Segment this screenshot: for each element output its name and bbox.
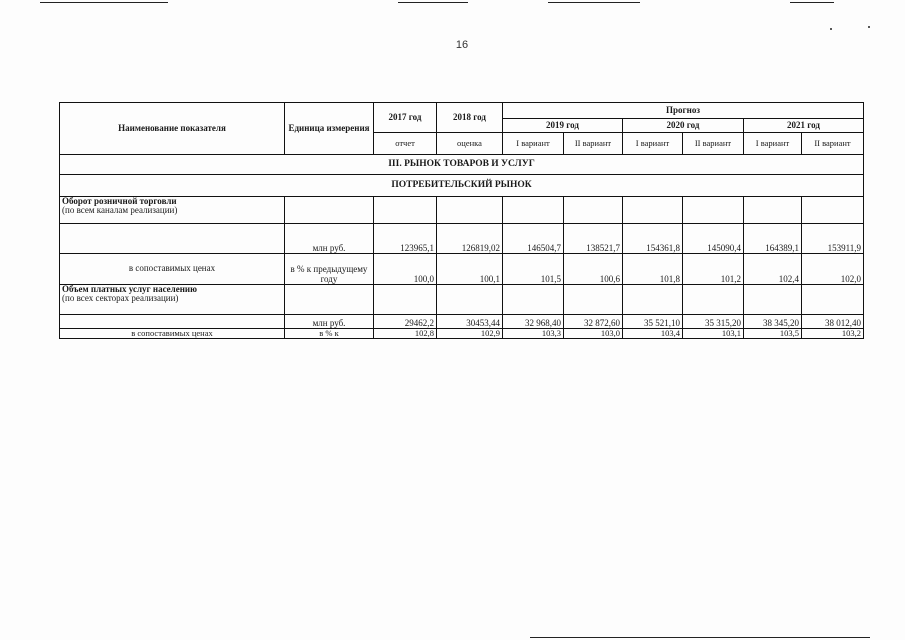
- value-cell: 102,8: [374, 329, 437, 339]
- page-number: 16: [455, 39, 469, 51]
- value-cell: 103,5: [744, 329, 802, 339]
- header-status-2018: оценка: [437, 133, 503, 155]
- indicator-name: Объем платных услуг населению: [62, 284, 197, 294]
- header-year-2018: 2018 год: [437, 103, 503, 133]
- indicator-name: Оборот розничной торговли: [62, 196, 177, 206]
- value-cell: 153911,9: [802, 224, 864, 254]
- value-cell: 126819,02: [437, 224, 503, 254]
- table-row: [60, 197, 864, 224]
- value-cell: 103,1: [683, 329, 744, 339]
- value-cell: 100,6: [564, 254, 623, 285]
- value-cell: 38 012,40: [802, 315, 864, 329]
- table-row: [60, 285, 864, 315]
- value-cell: 103,4: [623, 329, 683, 339]
- header-year-2019: 2019 год: [503, 119, 623, 133]
- scan-artifact-line: [548, 2, 640, 3]
- header-2021-variant-1: I вариант: [744, 133, 802, 155]
- indicator-name: в сопоставимых ценах: [60, 254, 285, 285]
- table-row: [60, 329, 864, 339]
- value-cell: 138521,7: [564, 224, 623, 254]
- value-cell: 103,2: [802, 329, 864, 339]
- value-cell: 123965,1: [374, 224, 437, 254]
- table-row: [60, 224, 864, 254]
- header-year-2020: 2020 год: [623, 119, 744, 133]
- unit-cell: млн руб.: [285, 224, 374, 254]
- value-cell: 32 968,40: [503, 315, 564, 329]
- scan-artifact-line: [790, 2, 834, 3]
- scan-artifact-dot: [830, 28, 832, 30]
- table-row: [60, 254, 864, 285]
- indicator-note: (по всех секторах реализации): [62, 293, 179, 304]
- section-title: III. РЫНОК ТОВАРОВ И УСЛУГ: [60, 155, 864, 175]
- scan-artifact-line: [40, 2, 168, 3]
- value-cell: 103,3: [503, 329, 564, 339]
- header-year-2017: 2017 год: [374, 103, 437, 133]
- header-2020-variant-2: II вариант: [683, 133, 744, 155]
- header-2020-variant-1: I вариант: [623, 133, 683, 155]
- value-cell: 35 521,10: [623, 315, 683, 329]
- value-cell: 103,0: [564, 329, 623, 339]
- unit-cell: в % к предыдущему году: [285, 254, 374, 285]
- value-cell: 101,5: [503, 254, 564, 285]
- indicator-note: (по всем каналам реализации): [62, 205, 178, 216]
- table-row: [60, 315, 864, 329]
- value-cell: 35 315,20: [683, 315, 744, 329]
- value-cell: 164389,1: [744, 224, 802, 254]
- forecast-table: [59, 102, 864, 339]
- header-2019-variant-1: I вариант: [503, 133, 564, 155]
- indicator-name: в сопоставимых ценах: [60, 329, 285, 339]
- row-label-cell: [60, 197, 285, 224]
- row-label-cell: [60, 285, 285, 315]
- scan-artifact-line: [530, 637, 870, 638]
- value-cell: 102,4: [744, 254, 802, 285]
- header-status-2017: отчет: [374, 133, 437, 155]
- value-cell: 146504,7: [503, 224, 564, 254]
- value-cell: 32 872,60: [564, 315, 623, 329]
- value-cell: 101,8: [623, 254, 683, 285]
- value-cell: 101,2: [683, 254, 744, 285]
- value-cell: 38 345,20: [744, 315, 802, 329]
- value-cell: 100,0: [374, 254, 437, 285]
- header-name-column: Наименование показателя: [60, 103, 285, 155]
- value-cell: 154361,8: [623, 224, 683, 254]
- value-cell: 100,1: [437, 254, 503, 285]
- header-2021-variant-2: II вариант: [802, 133, 864, 155]
- value-cell: 29462,2: [374, 315, 437, 329]
- scan-artifact-line: [398, 2, 468, 3]
- unit-cell: в % к: [285, 329, 374, 339]
- value-cell: 102,0: [802, 254, 864, 285]
- header-unit-column: Единица измерения: [285, 103, 374, 155]
- header-year-2021: 2021 год: [744, 119, 864, 133]
- subsection-title: ПОТРЕБИТЕЛЬСКИЙ РЫНОК: [60, 175, 864, 197]
- unit-cell: млн руб.: [285, 315, 374, 329]
- value-cell: 102,9: [437, 329, 503, 339]
- value-cell: 30453,44: [437, 315, 503, 329]
- header-2019-variant-2: II вариант: [564, 133, 623, 155]
- value-cell: 145090,4: [683, 224, 744, 254]
- header-forecast: Прогноз: [503, 103, 864, 119]
- scan-artifact-dot: [868, 26, 870, 28]
